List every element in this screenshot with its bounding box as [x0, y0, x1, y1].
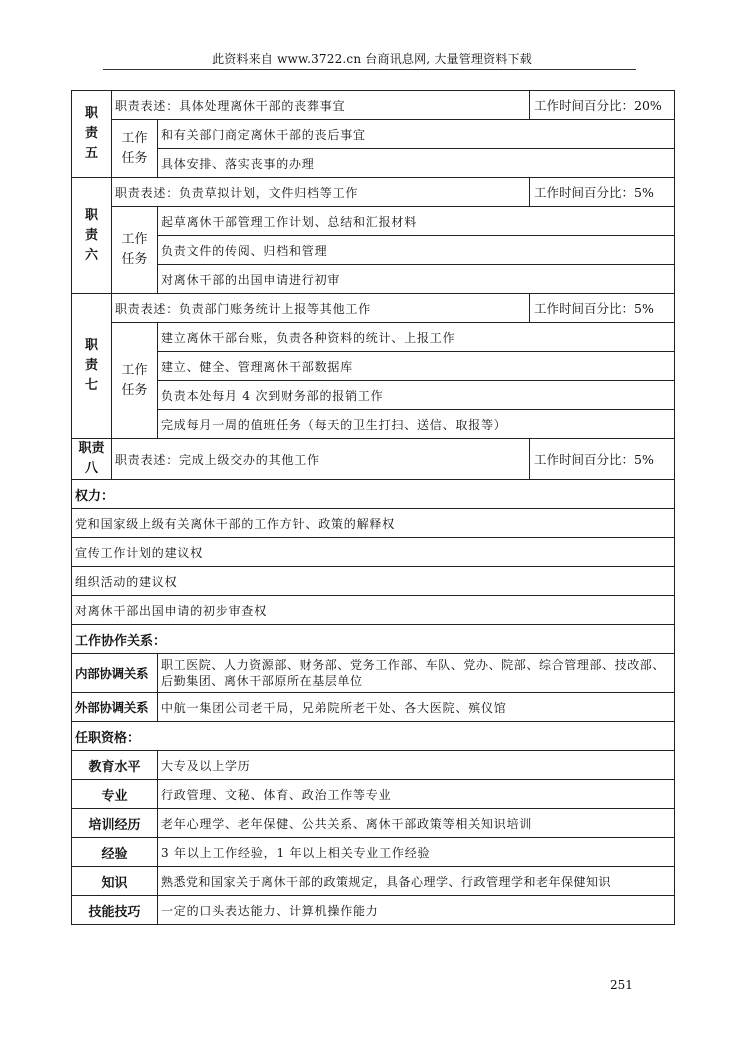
duty-row: [72, 178, 675, 207]
duty-row: [72, 294, 675, 323]
qualification-value: 大专及以上学历: [158, 751, 675, 780]
task-item: 完成每月一周的值班任务（每天的卫生打扫、送信、取报等）: [158, 410, 675, 439]
external-coordination-row: [72, 693, 675, 722]
task-row: [72, 120, 675, 149]
task-item: 建立离休干部台账，负责各种资料的统计、上报工作: [158, 323, 675, 352]
qualification-row: [72, 751, 675, 780]
authority-title: 权力：: [72, 480, 675, 509]
duty-row: [72, 91, 675, 120]
task-item: 建立、健全、管理离休干部数据库: [158, 352, 675, 381]
qualification-label: 经验: [72, 838, 158, 867]
authority-row: [72, 596, 675, 625]
qualification-row: [72, 809, 675, 838]
qualification-row: [72, 867, 675, 896]
qualification-value: 一定的口头表达能力、计算机操作能力: [158, 896, 675, 925]
external-coordination-label: 外部协调关系: [72, 693, 158, 722]
qualification-label: 技能技巧: [72, 896, 158, 925]
task-row: [72, 207, 675, 236]
task-row: [72, 410, 675, 439]
qualification-label: 知识: [72, 867, 158, 896]
qualification-value: 老年心理学、老年保健、公共关系、离休干部政策等相关知识培训: [158, 809, 675, 838]
task-item: 对离休干部的出国申请进行初审: [158, 265, 675, 294]
qualification-row: [72, 896, 675, 925]
time-percentage: 工作时间百分比：5%: [530, 178, 675, 207]
duty-heading: 职责 八: [72, 439, 112, 480]
section-row: [72, 625, 675, 654]
duty-heading: 职 责 七: [72, 294, 112, 439]
task-row: [72, 236, 675, 265]
authority-item: 组织活动的建议权: [72, 567, 675, 596]
task-item: 负责文件的传阅、归档和管理: [158, 236, 675, 265]
duty-statement: 职责表述：负责部门账务统计上报等其他工作: [112, 294, 530, 323]
task-item: 负责本处每月 4 次到财务部的报销工作: [158, 381, 675, 410]
authority-row: [72, 567, 675, 596]
authority-item: 宣传工作计划的建议权: [72, 538, 675, 567]
duty-statement: 职责表述：负责草拟计划，文件归档等工作: [112, 178, 530, 207]
external-coordination-value: 中航一集团公司老干局，兄弟院所老干处、各大医院、殡仪馆: [158, 693, 675, 722]
duty-statement: 职责表述：具体处理离休干部的丧葬事宜: [112, 91, 530, 120]
internal-coordination-label: 内部协调关系: [72, 654, 158, 693]
authority-row: [72, 509, 675, 538]
qualification-value: 行政管理、文秘、体育、政治工作等专业: [158, 780, 675, 809]
task-row: [72, 265, 675, 294]
task-item: 和有关部门商定离休干部的丧后事宜: [158, 120, 675, 149]
task-row: [72, 323, 675, 352]
authority-item: 对离休干部出国申请的初步审查权: [72, 596, 675, 625]
job-description-table: [71, 90, 675, 925]
qualification-row: [72, 780, 675, 809]
internal-coordination-value: 职工医院、人力资源部、财务部、党务工作部、车队、党办、院部、综合管理部、技改部、后勤集团、离休干部原所在基层单位: [158, 654, 675, 693]
qualification-row: [72, 838, 675, 867]
task-label: 工作 任务: [112, 323, 158, 439]
duty-row: [72, 439, 675, 480]
qualification-label: 教育水平: [72, 751, 158, 780]
internal-coordination-row: [72, 654, 675, 693]
page-number: 251: [610, 978, 633, 992]
authority-item: 党和国家级上级有关离休干部的工作方针、政策的解释权: [72, 509, 675, 538]
collaboration-title: 工作协作关系：: [72, 625, 675, 654]
qualification-label: 培训经历: [72, 809, 158, 838]
task-item: 具体安排、落实丧事的办理: [158, 149, 675, 178]
task-label: 工作 任务: [112, 207, 158, 294]
task-item: 起草离休干部管理工作计划、总结和汇报材料: [158, 207, 675, 236]
page-header: 此资料来自 www.3722.cn 台商讯息网, 大量管理资料下载: [212, 52, 532, 66]
qualifications-title: 任职资格：: [72, 722, 675, 751]
section-row: [72, 480, 675, 509]
duty-statement: 职责表述：完成上级交办的其他工作: [112, 439, 530, 480]
qualification-value: 3 年以上工作经验，1 年以上相关专业工作经验: [158, 838, 675, 867]
header-rule: [103, 69, 636, 70]
authority-row: [72, 538, 675, 567]
qualification-value: 熟悉党和国家关于离休干部的政策规定，具备心理学、行政管理学和老年保健知识: [158, 867, 675, 896]
duty-heading: [72, 91, 112, 178]
task-row: [72, 149, 675, 178]
task-label: 工作 任务: [112, 120, 158, 178]
time-percentage: 工作时间百分比：20%: [530, 91, 675, 120]
time-percentage: 工作时间百分比：5%: [530, 294, 675, 323]
qualification-label: 专业: [72, 780, 158, 809]
time-percentage: 工作时间百分比：5%: [530, 439, 675, 480]
task-row: [72, 352, 675, 381]
task-row: [72, 381, 675, 410]
duty-heading: 职 责 六: [72, 178, 112, 294]
duty-heading-text: 职 责 五: [84, 106, 98, 161]
section-row: [72, 722, 675, 751]
